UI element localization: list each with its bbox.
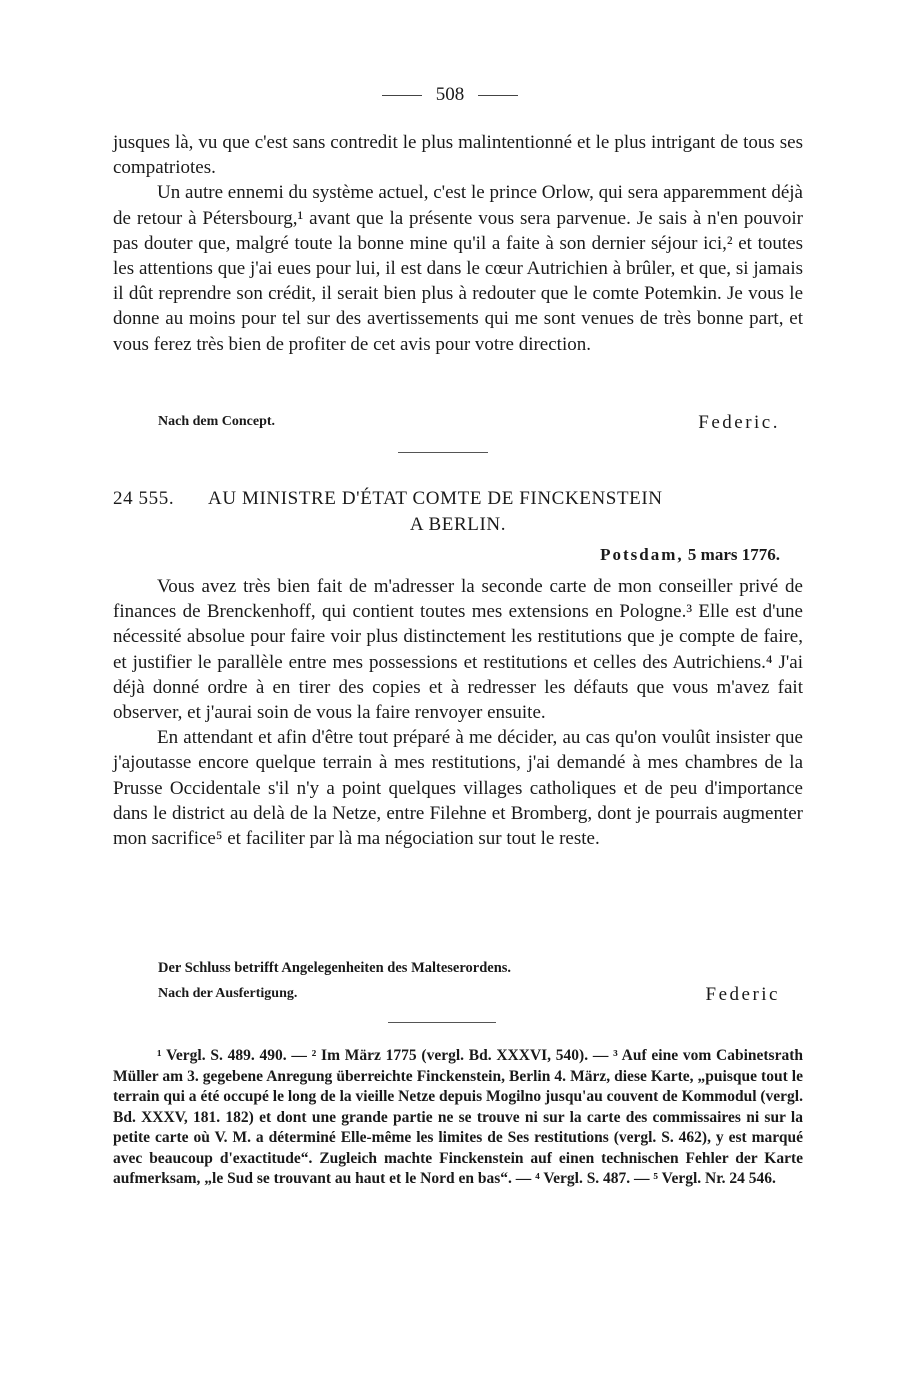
page-number: 508 xyxy=(435,84,465,105)
letter-title: AU MINISTRE D'ÉTAT COMTE DE FINCKENSTEIN xyxy=(208,488,663,509)
letter-paragraph: En attendant et afin d'être tout préparé à me décider, au cas qu'on voulût insister que j'ajoutasse encore quelque terrain à mes restitutions, j'ai demandé à mes chambres de la Prusse Occidentale s'il n'y a point quelques villages catholiques et de peu d'importance dans le district au delà de la Netze, entre Filehne et Bromberg, dont je pourrais augmenter mon sacrifice⁵ et faciliter par là ma négociation sur tout le reste. xyxy=(113,727,803,850)
source-note: Nach der Ausfertigung. xyxy=(158,986,298,1001)
section-divider xyxy=(398,452,488,453)
header-rule-right xyxy=(478,95,518,96)
letter-paragraph: Vous avez très bien fait de m'adresser la seconde carte de mon conseiller privé de finances de Brenckenhoff, qui contient toutes mes extensions en Pologne.³ Elle est d'une nécessité absolue pour faire voir plus distinctement les restitutions que je compte de faire, et justifier le parallèle entre mes possessions et restitutions et celles des Autrichiens.⁴ J'ai déjà donné ordre à en tirer des copies et à redresser les défauts que vous m'avez fait observer, et j'aurai soin de vous la faire renvoyer ensuite. xyxy=(113,576,803,724)
date-place: Potsdam, xyxy=(600,545,684,564)
continuation-paragraph: Un autre ennemi du système actuel, c'est le prince Orlow, qui sera apparemment déjà de retour à Pétersbourg,¹ avant que la présente vous sera parvenue. Je sais à n'en pouvoir pas douter que, malgré toute la bonne mine qu'il a faite à son dernier séjour ici,² et toutes les attentions que j'ai eues pour lui, il est dans le cœur Autrichien à brûler, et que, si jamais il dût reprendre son crédit, il serait bien plus à redouter que le comte Potemkin. Je vous le donne au moins pour tel sur des avertissements qui me sont venues de très bonne part, et vous ferez très bien de profiter de cet avis pour votre direction. xyxy=(113,182,803,355)
letter-body xyxy=(113,574,803,851)
letter-dateline xyxy=(0,545,780,565)
signature: Federic. xyxy=(698,412,780,433)
letter-number: 24 555. xyxy=(113,488,175,509)
letter-signature-line xyxy=(158,980,780,1006)
page-header xyxy=(0,84,900,106)
footnote-divider xyxy=(388,1022,496,1023)
date: 5 mars 1776. xyxy=(687,545,780,564)
closing-note: Der Schluss betrifft Angelegenheiten des Malteserordens. xyxy=(158,960,512,976)
footnote-text: ¹ Vergl. S. 489. 490. — ² Im März 1775 (vergl. Bd. XXXVI, 540). — ³ Auf eine vom Cabinetsrath Müller am 3. gegebene Anregung überreichte Finckenstein, Berlin 4. März, diese Karte, „puisque tout le terrain qui a été occupé le long de la vieille Netze depuis Mogilno jusqu'au couvent de Kommodul (vergl. Bd. XXXV, 181. 182) et dont une grande partie ne se trouve ni sur la carte des commissaires ni sur la petite carte où V. M. a déterminé Elle-même les limites de Ses restitutions (vergl. S. 462), y est marqué avec beaucoup d'exactitude“. Zugleich machte Finckenstein auf einen technischen Fehler der Karte aufmerksam, „le Sud se trouvant au haut et le Nord en bas“. — ⁴ Vergl. S. 487. — ⁵ Vergl. Nr. 24 546. xyxy=(113,1047,803,1187)
continuation-paragraph: jusques là, vu que c'est sans contredit le plus malintentionné et le plus intrigant de tous ses compatriotes. xyxy=(113,132,803,179)
letter-title-line2: A BERLIN. xyxy=(409,514,507,535)
header-rule-left xyxy=(382,95,422,96)
footnotes xyxy=(113,1046,803,1190)
continuation-signature-line xyxy=(158,408,780,434)
signature: Federic xyxy=(705,984,780,1005)
source-note: Nach dem Concept. xyxy=(158,414,276,429)
continuation-text xyxy=(113,130,803,357)
